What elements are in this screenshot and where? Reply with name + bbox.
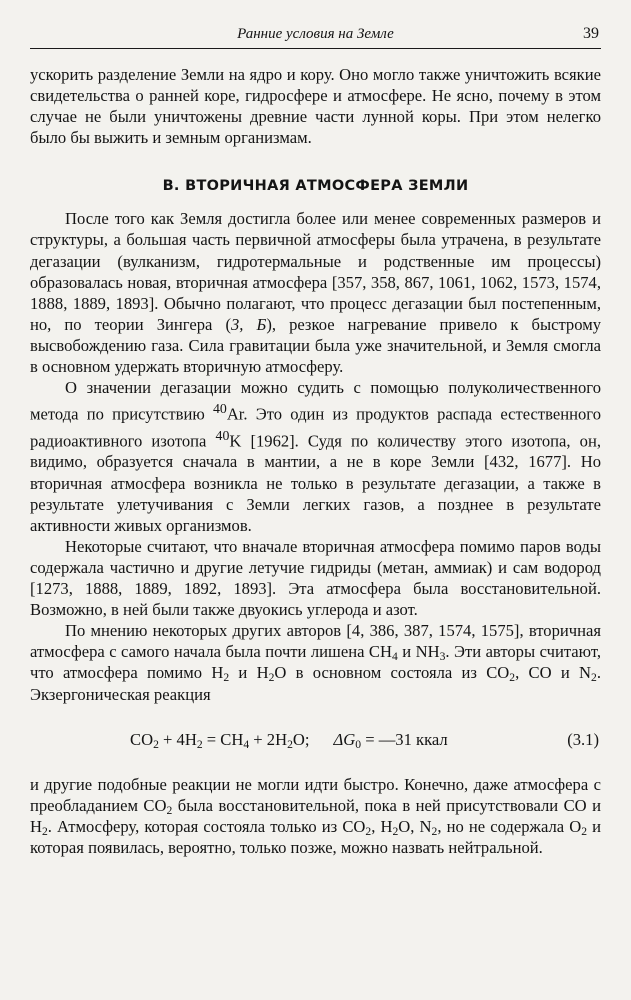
equation-formula: $CO_2 + 4H_2 = CH_4 + 2H_2O$; $\Delta G_0$ = —31 ккал xyxy=(130,729,448,751)
reference-italic: 3, Б xyxy=(231,314,267,334)
paragraph-hydrides: Некоторые считают, что вначале вторичная атмосфера помимо паров воды содержала частично и другие летучие гидриды (метан, аммиак) и сам водород [1273, 1888, 1889, 1892, 1893]. Эта атмосфера была восстановительной. Возможно, в ней были также двуокись углерода и азот. xyxy=(30,536,601,620)
isotope-mass: 40 xyxy=(215,427,230,443)
page-number: 39 xyxy=(583,25,599,42)
section-heading: В. ВТОРИЧНАЯ АТМОСФЕРА ЗЕМЛИ xyxy=(162,178,469,195)
paragraph-argon: О значении дегазации можно судить с помощью полуколичественного метода по присутствию $^{40}$Ar. Это один из продуктов распада естественного радиоактивного изотопа $^{40}$K [1962]. Судя по количеству этого изотопа, он, видимо, образуется сначала в мантии, а не в коре Земли [432, 1677]. Но вторичная атмосфера возникла не только в результате дегазации, а также в результате улетучивания с Земли легких газов, а позднее в результате активности живых организмов. xyxy=(30,378,601,535)
page-body xyxy=(30,64,601,858)
running-title: Ранние условия на Земле xyxy=(237,26,394,42)
paragraph-other-authors: По мнению некоторых других авторов [4, 386, 387, 1574, 1575], вторичная атмосфера с самого начала была почти лишена $CH_4$ и $NH_3$. Эти авторы считают, что атмосфера помимо $H_2$ и $H_2O$ в основном состояла из $CO_2$, CO и $N_2$. Экзергоническая реакция xyxy=(30,621,602,704)
paragraph-continued: ускорить разделение Земли на ядро и кору. Оно могло также уничтожить всякие свидетельства о ранней коре, гидросфере и атмосфере. Не ясно, почему в этом случае не были уничтожены древние части лунной коры. При этом нелегко было бы выжить и земным организмам. xyxy=(30,65,601,148)
paragraph-degassing: После того как Земля достигла более или менее современных размеров и структуры, а большая часть первичной атмосферы была утрачена, в результате дегазации (вулканизм, гидротермальные и родственные им процессы) образовалась новая, вторичная атмосфера [357, 358, 867, 1061, 1062, 1573, 1574, 1888, 1889, 1893]. Обычно полагают, что процесс дегазации был постепенным, но, по теории Зингера (3, Б), резкое нагревание привело к быстрому высвобождению газа. Сила гравитации была уже значительной, и Земля смогла в основном удержать вторичную атмосферу. xyxy=(30,209,601,377)
equation-3-1 xyxy=(30,722,601,758)
isotope-mass: 40 xyxy=(213,401,227,417)
equation-number: (3.1) xyxy=(567,729,599,749)
paragraph-neutral-atmosphere: и другие подобные реакции не могли идти быстро. Конечно, даже атмосфера с преобладанием $CO_2$ была восстановительной, пока в ней присутствовали CO и $H_2$. Атмосферу, которая состояла только из $CO_2$, $H_2O$, $N_2$, но не содержала $O_2$ и которая появилась, вероятно, только позже, можно назвать нейтральной. xyxy=(30,774,602,857)
running-header xyxy=(30,22,601,49)
